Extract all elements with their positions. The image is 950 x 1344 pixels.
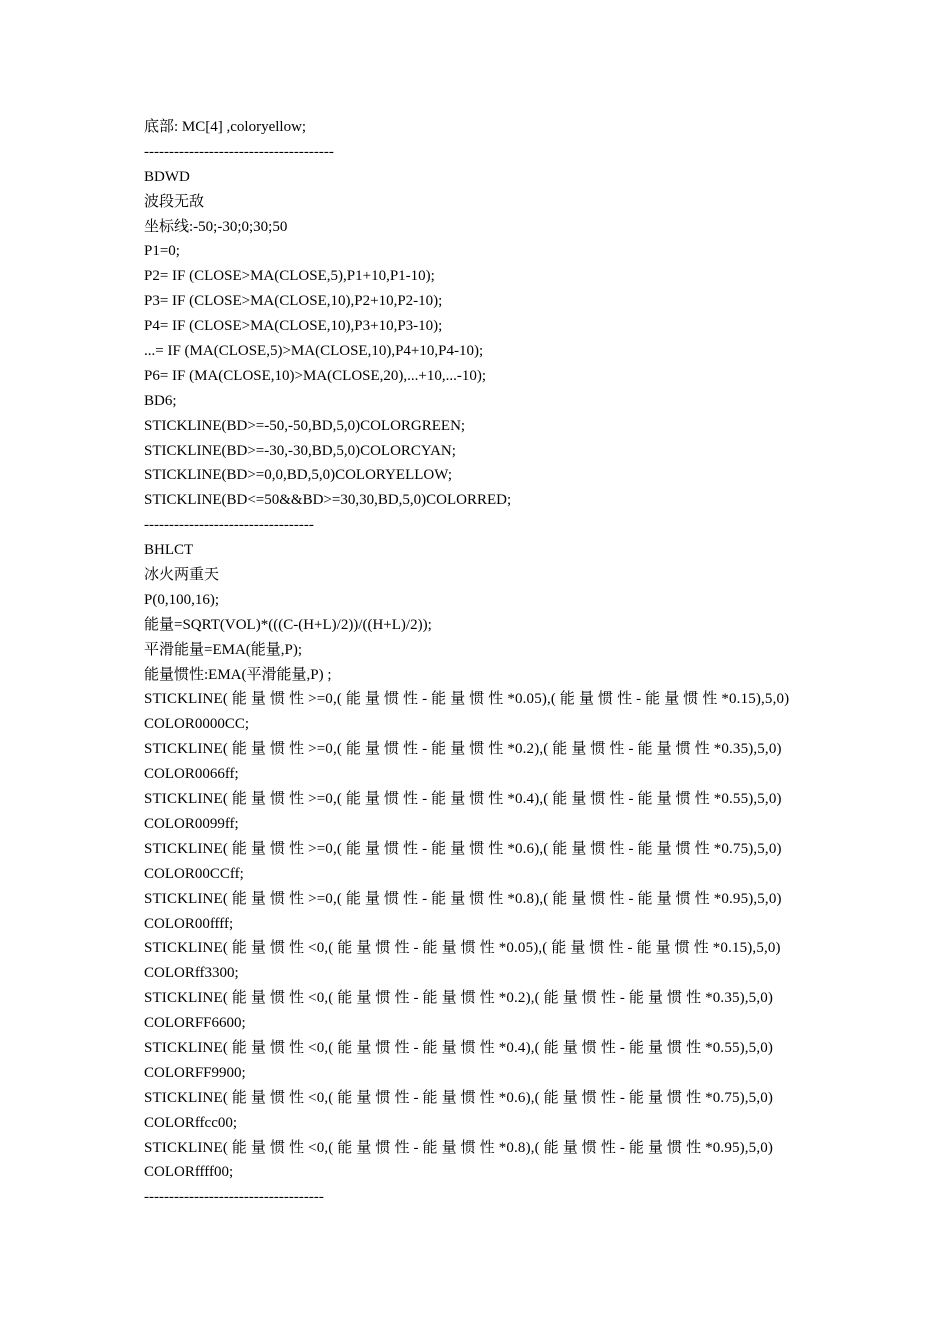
code-line: STICKLINE( 能 量 惯 性 <0,( 能 量 惯 性 - 能 量 惯 性 *0.05),( 能 量 惯 性 - 能 量 惯 性 *0.15),5,0) bbox=[144, 940, 781, 957]
code-line: P3= IF (CLOSE>MA(CLOSE,10),P2+10,P2-10); bbox=[144, 293, 443, 310]
code-line: STICKLINE( 能 量 惯 性 <0,( 能 量 惯 性 - 能 量 惯 性 *0.2),( 能 量 惯 性 - 能 量 惯 性 *0.35),5,0) bbox=[144, 990, 774, 1007]
indicator-title: 波段无敌 bbox=[144, 193, 205, 210]
code-line: COLOR00ffff; bbox=[144, 915, 234, 932]
document-page bbox=[144, 115, 824, 1210]
code-line: P4= IF (CLOSE>MA(CLOSE,10),P3+10,P3-10); bbox=[144, 318, 443, 335]
code-line: COLORffff00; bbox=[144, 1164, 234, 1181]
code-line: COLOR0099ff; bbox=[144, 815, 239, 832]
code-line: COLORffcc00; bbox=[144, 1114, 238, 1131]
code-line: STICKLINE( 能 量 惯 性 <0,( 能 量 惯 性 - 能 量 惯 性 *0.4),( 能 量 惯 性 - 能 量 惯 性 *0.55),5,0) bbox=[144, 1039, 774, 1056]
code-line: 底部: MC[4] ,coloryellow; bbox=[144, 119, 307, 135]
code-line: STICKLINE( 能 量 惯 性 >=0,( 能 量 惯 性 - 能 量 惯 性 *0.8),( 能 量 惯 性 - 能 量 惯 性 *0.95),5,0) bbox=[144, 890, 782, 907]
indicator-code: BHLCT bbox=[144, 542, 194, 559]
code-line: 能量=SQRT(VOL)*(((C-(H+L)/2))/((H+L)/2)); bbox=[144, 616, 432, 633]
code-line: STICKLINE( 能 量 惯 性 >=0,( 能 量 惯 性 - 能 量 惯 性 *0.05),( 能 量 惯 性 - 能 量 惯 性 *0.15),5,0) bbox=[144, 691, 790, 708]
code-line: BD6; bbox=[144, 392, 177, 409]
code-line: STICKLINE(BD>=-50,-50,BD,5,0)COLORGREEN; bbox=[144, 417, 466, 434]
code-line: COLOR00CCff; bbox=[144, 865, 244, 882]
indicator-code: BDWD bbox=[144, 168, 190, 185]
separator-line: -------------------------------------- bbox=[144, 143, 334, 160]
code-line: 能量惯性:EMA(平滑能量,P) ; bbox=[144, 666, 332, 683]
code-line: STICKLINE( 能 量 惯 性 <0,( 能 量 惯 性 - 能 量 惯 性 *0.8),( 能 量 惯 性 - 能 量 惯 性 *0.95),5,0) bbox=[144, 1139, 774, 1156]
code-line: COLORff3300; bbox=[144, 965, 239, 982]
code-line: STICKLINE( 能 量 惯 性 <0,( 能 量 惯 性 - 能 量 惯 性 *0.6),( 能 量 惯 性 - 能 量 惯 性 *0.75),5,0) bbox=[144, 1089, 774, 1106]
code-line: COLOR0066ff; bbox=[144, 766, 239, 783]
code-line: COLORFF9900; bbox=[144, 1064, 246, 1081]
separator-line: ------------------------------------ bbox=[144, 1189, 324, 1206]
code-line: 平滑能量=EMA(能量,P); bbox=[144, 641, 303, 658]
indicator-title: 冰火两重天 bbox=[144, 567, 220, 584]
code-line: STICKLINE(BD>=-30,-30,BD,5,0)COLORCYAN; bbox=[144, 442, 456, 459]
code-line: STICKLINE(BD>=0,0,BD,5,0)COLORYELLOW; bbox=[144, 467, 453, 484]
code-line: STICKLINE(BD<=50&&BD>=30,30,BD,5,0)COLORRED; bbox=[144, 492, 512, 509]
code-line: COLOR0000CC; bbox=[144, 716, 250, 733]
code-line: P2= IF (CLOSE>MA(CLOSE,5),P1+10,P1-10); bbox=[144, 268, 435, 285]
code-line: STICKLINE( 能 量 惯 性 >=0,( 能 量 惯 性 - 能 量 惯 性 *0.2),( 能 量 惯 性 - 能 量 惯 性 *0.35),5,0) bbox=[144, 741, 782, 758]
code-line: COLORFF6600; bbox=[144, 1015, 246, 1032]
code-line: STICKLINE( 能 量 惯 性 >=0,( 能 量 惯 性 - 能 量 惯 性 *0.4),( 能 量 惯 性 - 能 量 惯 性 *0.55),5,0) bbox=[144, 791, 782, 808]
code-line: P6= IF (MA(CLOSE,10)>MA(CLOSE,20),...+10,...-10); bbox=[144, 367, 487, 384]
code-line: 坐标线:-50;-30;0;30;50 bbox=[144, 218, 288, 235]
separator-line: ---------------------------------- bbox=[144, 517, 314, 534]
code-line: ...= IF (MA(CLOSE,5)>MA(CLOSE,10),P4+10,P4-10); bbox=[144, 343, 484, 360]
code-line: P1=0; bbox=[144, 243, 180, 260]
code-line: P(0,100,16); bbox=[144, 591, 219, 608]
code-line: STICKLINE( 能 量 惯 性 >=0,( 能 量 惯 性 - 能 量 惯 性 *0.6),( 能 量 惯 性 - 能 量 惯 性 *0.75),5,0) bbox=[144, 840, 782, 857]
